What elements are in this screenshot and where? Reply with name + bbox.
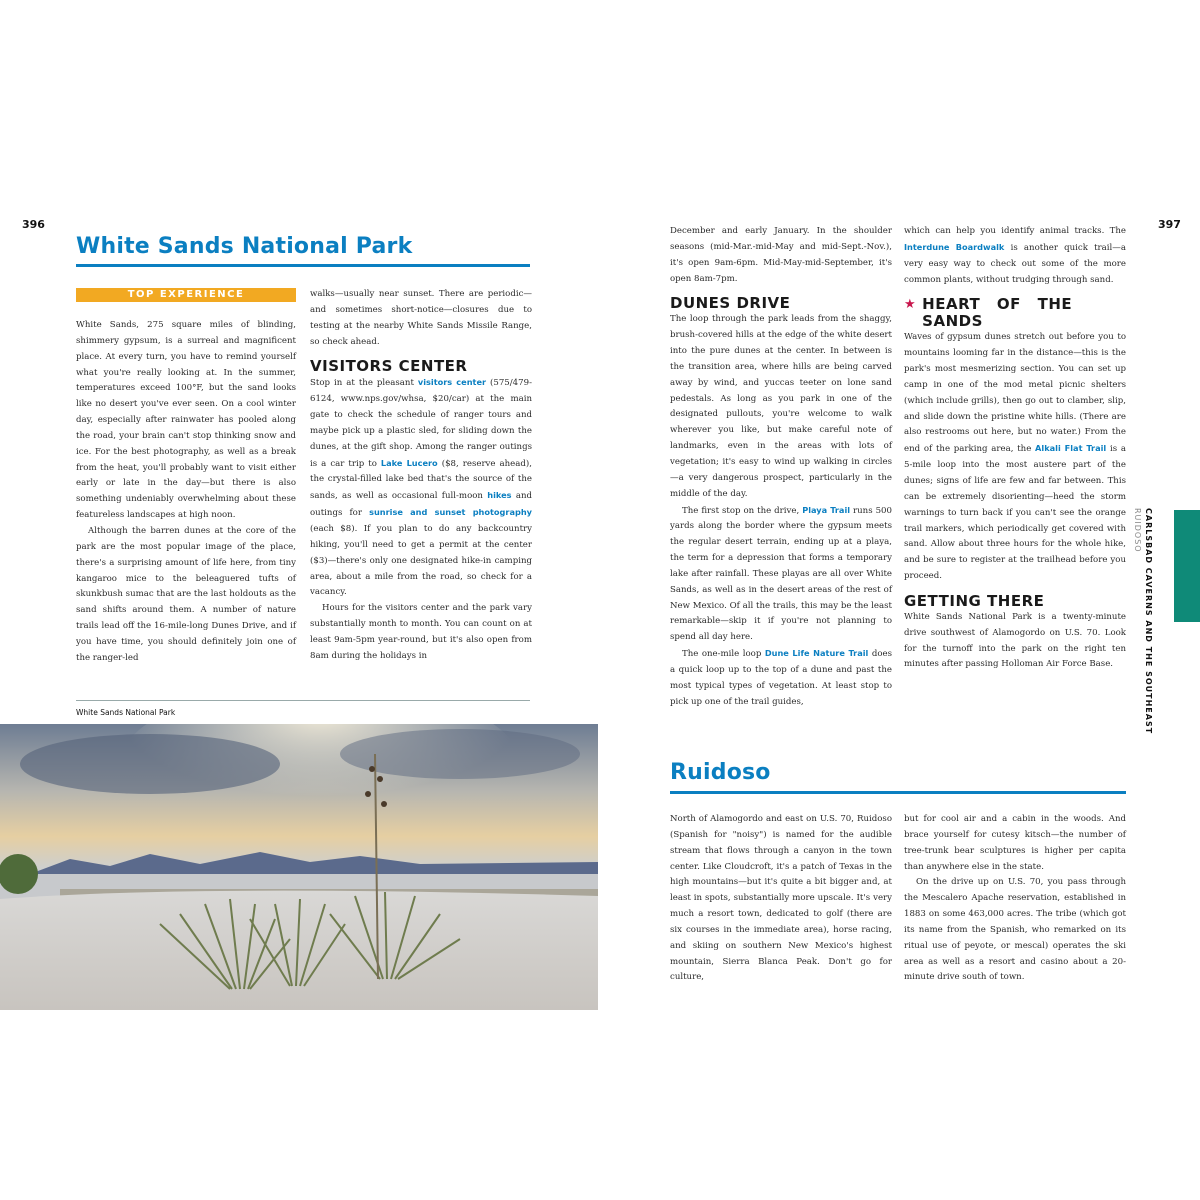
paragraph: Although the barren dunes at the core of the park are the most popular image of the place, there's a surprising amount of life here, from tiny kangaroo mice to the beleaguered tufts of skunkbush sumac that are the last holdouts as the sand shifts around them. A number of nature trails lead off the 16-mile-long Dunes Drive, and if you have time, you should definitely join one of the ranger-led [76,525,296,663]
paragraph-dune-life [670,646,892,710]
paragraph-playa [670,503,892,647]
link-alkali-flat-trail: Alkali Flat Trail [1035,443,1107,454]
text: is another quick trail—a very easy way to check out some of the more common plants, without trudging through sand. [904,242,1126,285]
column-2 [310,287,532,665]
text: Stop in at the pleasant [310,378,418,389]
column-3 [670,224,892,710]
heading-dunes-drive: DUNES DRIVE [670,294,791,313]
paragraph: Hours for the visitors center and the park vary substantially month to month. You can count on at least 9am-5pm year-round, but it's also open from 8am during the holidays in [310,603,532,661]
paragraph-heart [904,330,1126,585]
link-playa-trail: Playa Trail [802,504,851,515]
heading-text: HEART OF THE SANDS [922,295,1073,331]
running-head-chapter: CARLSBAD CAVERNS AND THE SOUTHEAST [1144,508,1153,735]
heading-heart-of-the-sands [904,296,1126,330]
heading-getting-there: GETTING THERE [904,591,1045,610]
photo-caption: White Sands National Park [76,708,176,717]
white-sands-photo [0,724,598,1010]
caption-rule [76,700,530,701]
paragraph: walks—usually near sunset. There are periodic—and sometimes short-notice—closures due to testing at the nearby White Sands Missile Range, so check ahead. [310,289,532,347]
paragraph: White Sands National Park is a twenty-minute drive southwest of Alamogordo on U.S. 70. Look for the turnoff into the park on the right ten minutes after passing Holloman Air Force Base. [904,611,1126,670]
text: Waves of gypsum dunes stretch out before you to mountains looming far in the distance—this is the park's most mesmerizing section. You can set up camp in one of the mod metal picnic shelters (which include grills), then go out to clamber, slip, and slide down the pristine white hills. (There are also restrooms out here, but no water.) From the end of the parking area, the [904,332,1126,455]
column-1 [76,318,296,667]
link-hikes: hikes [487,490,512,501]
text: which can help you identify animal tracks. The [904,226,1126,236]
page-number-right: 397 [1158,218,1181,231]
paragraph-visitors [310,375,532,601]
column-4 [904,224,1126,673]
yucca-dunes-image [0,724,598,1010]
text: and outings for [310,491,532,519]
link-lake-lucero: Lake Lucero [380,457,438,468]
star-icon: ★ [904,297,917,313]
title-rule [76,264,530,267]
paragraph: December and early January. In the shoulder seasons (mid-Mar.-mid-May and mid-Sept.-Nov.), it's open 9am-6pm. Mid-May-mid-September, it's open 8am-7pm. [670,226,892,284]
title-rule [670,791,1126,794]
heading-visitors-center: VISITORS CENTER [310,357,468,376]
ruidoso-column-1 [670,812,892,986]
chapter-tab [1174,510,1200,622]
section-title-ruidoso: Ruidoso [670,760,771,785]
text: (575/479-6124, www.nps.gov/whsa, $20/car) at the main gate to check the schedule of ranger tours and maybe pick up a plastic sled, for sliding down the dunes, at the gift shop. Among the ranger outings is a car trip to [310,378,532,469]
text: The one-mile loop [682,649,765,660]
page-number-left: 396 [22,218,45,231]
paragraph-interdune [904,224,1126,288]
top-experience-badge: TOP EXPERIENCE [76,288,296,302]
text: ($8, reserve ahead), the crystal-filled lake bed that's the source of the sands, as well as occasional full-moon [310,458,532,502]
link-interdune-boardwalk: Interdune Boardwalk [904,241,1005,252]
link-visitors-center: visitors center [417,377,487,388]
paragraph: On the drive up on U.S. 70, you pass through the Mescalero Apache reservation, established in 1883 on some 463,000 acres. The tribe (which got its name from the Spanish, who remarked on its ritual use of peyote, or mescal) operates the ski area as well as a resort and casino about a 20-minute drive south of town. [904,877,1126,983]
running-head-section: RUIDOSO [1133,508,1142,553]
paragraph: North of Alamogordo and east on U.S. 70, Ruidoso (Spanish for "noisy") is named for the audible stream that flows through a canyon in the town center. Like Cloudcroft, it's a patch of Texas in the high mountains—but it's quite a bit bigger and, at least in spots, substantially more upscale. It's very much a resort town, dedicated to golf (there are six courses in the immediate area), horse racing, and skiing on southern New Mexico's highest mountain, Sierra Blanca Peak. Don't go for culture, [670,814,892,983]
paragraph: but for cool air and a cabin in the woods. And brace yourself for cutesy kitsch—the number of tree-trunk bear sculptures is higher per capita than anywhere else in the state. [904,814,1126,872]
text: does a quick loop up to the top of a dune and past the most typical types of vegetation. At least stop to pick up one of the trail guides, [670,649,892,707]
text: The first stop on the drive, [682,505,803,516]
link-photography: sunrise and sunset photography [369,507,532,518]
paragraph: White Sands, 275 square miles of blinding, shimmery gypsum, is a surreal and magnificent place. At every turn, you have to remind yourself what you're really looking at. In the summer, temperatures exceed 100°F, but the sand looks like no desert you've ever seen. On a cool winter day, especially after rainwater has pooled along the road, your brain can't stop thinking snow and ice. For the best photography, as well as a break from the heat, you'll probably want to visit either early or late in the day—but there is also something undeniably overwhelming about these featureless landscapes at high noon. [76,320,296,521]
ruidoso-column-2 [904,812,1126,986]
text: runs 500 yards along the border where the gypsum meets the regular desert terrain, ending up at a playa, the term for a depression that forms a temporary lake after rainfall. These playas are all over White Sands, as well as in the desert areas of the rest of New Mexico. Of all the trails, this may be the least remarkable—skip it if you're not planning to spend all day here. [670,505,892,643]
text: (each $8). If you plan to do any backcountry hiking, you'll need to get a permit at the center ($3)—there's only one designated hike-in camping area, about a mile from the road, so check for a vacancy. [310,523,532,598]
section-title-white-sands: White Sands National Park [76,234,413,259]
link-dune-life-trail: Dune Life Nature Trail [764,648,869,659]
text: is a 5-mile loop into the most austere part of the dunes; signs of life are few and far between. This can be extremely disorienting—heed the storm warnings to turn back if you can't see the orange trail markers, which periodically get covered with sand. Allow about three hours for the whole hike, and be sure to register at the trailhead before you proceed. [904,444,1127,582]
paragraph: The loop through the park leads from the shaggy, brush-covered hills at the edge of the white desert into the pure dunes at the center. In between is the transition area, where hills are being carved away by wind, and yuccas teeter on lone sand pedestals. As long as you park in one of the designated pullouts, you're welcome to walk wherever you like, but make careful note of landmarks, even in the areas with lots of vegetation; it's easy to wind up walking in circles—a very dangerous prospect, particularly in the middle of the day. [670,314,892,499]
